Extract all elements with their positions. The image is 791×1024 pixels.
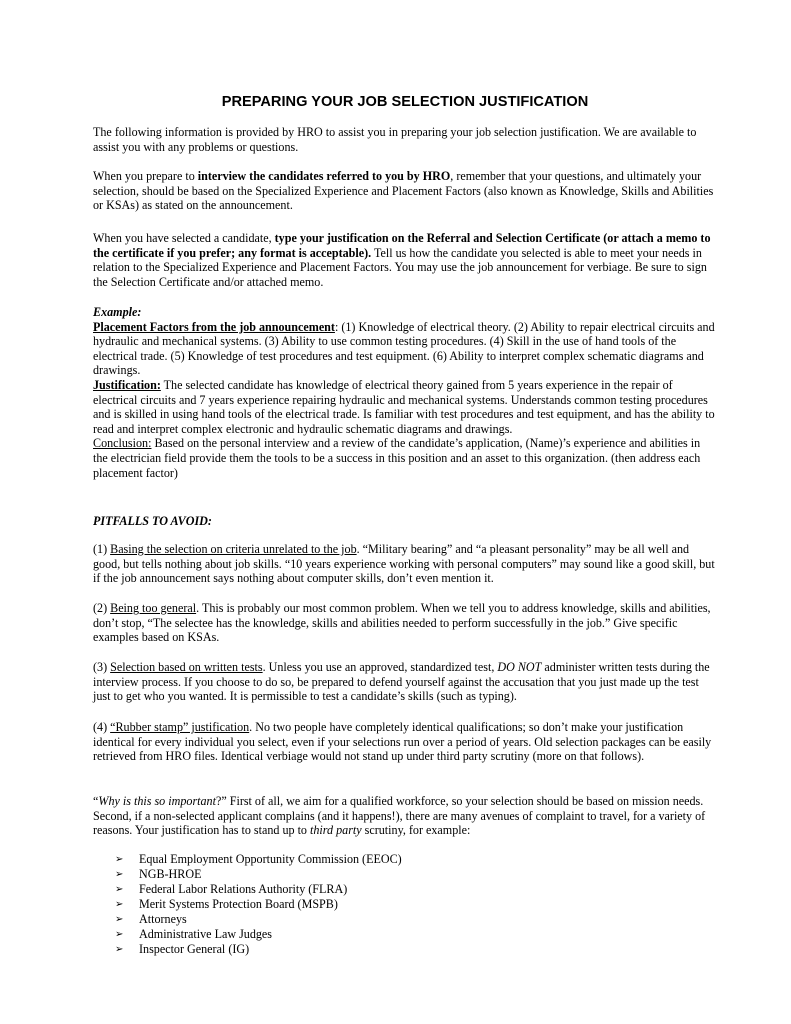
justification-label: Justification: (93, 377, 161, 392)
list-item (115, 912, 615, 927)
arrow-bullet-icon: ➢ (115, 854, 124, 865)
pitfall-4-label: “Rubber stamp” justification (110, 720, 250, 734)
placement-factors-colon: : (334, 319, 339, 334)
why-paragraph (93, 794, 717, 838)
pitfall-4-number: (4) (93, 720, 111, 734)
justification-text: The selected candidate has knowledge of electrical theory gained from 5 years experience in the repair of electrical circuits and 7 years experience repairing hydraulic and mechanical systems. Understands common testing procedures and is skilled in using hand tools of the electrical trade. Is familiar with test procedures and test equipment, and has the ability to read and interpret complex electronic and hydraulic schematic diagrams and drawings. (93, 377, 715, 436)
conclusion-label: Conclusion: (93, 436, 152, 451)
pitfalls-heading-text: PITFALLS TO AVOID: (93, 514, 212, 528)
pitfall-2-text: . This is probably our most common problem. When we tell you to address knowledge, skills and abilities, don’t stop, “The selectee has the knowledge, skills and abilities needed to perform successfully in the job.” Give specific examples based on KSAs. (93, 601, 711, 645)
pitfall-2 (93, 601, 717, 645)
list-item (115, 942, 615, 957)
interview-paragraph (93, 169, 717, 213)
list-item (115, 867, 615, 882)
pitfall-3-number: (3) (93, 660, 111, 674)
selected-paragraph (93, 231, 717, 289)
pitfall-2-label: Being too general (110, 601, 197, 615)
pitfall-4-text: . No two people have completely identical qualifications; so don’t make your justification identical for every individual you select, even if your selections run over a period of years. Old selection packages can be easily retrieved from HRO files. Identical verbiage would not stand up under third party scrutiny (more on that follows). (93, 720, 712, 764)
pitfall-3-text-italic: DO NOT (497, 660, 542, 674)
list-item (115, 882, 615, 897)
arrow-bullet-icon: ➢ (115, 944, 124, 955)
why-text-italic: Why is this so important (98, 794, 216, 808)
page-title: PREPARING YOUR JOB SELECTION JUSTIFICATION (221, 94, 589, 110)
why-open-quote: “ (93, 794, 99, 808)
pitfall-3-label: Selection based on written tests (110, 660, 263, 674)
arrow-bullet-icon: ➢ (115, 914, 124, 925)
arrow-bullet-icon: ➢ (115, 929, 124, 940)
conclusion-text: Based on the personal interview and a review of the candidate’s application, (Name)’s experience and abilities in the electrician field provide them the tools to be a success in this position and an asset to this organization. (then address each placement factor) (93, 436, 701, 480)
pitfall-3 (93, 660, 717, 704)
interview-text-post: , remember that your questions, and ultimately your selection, should be based on the Specialized Experience and Placement Factors (also known as Knowledge, Skills and Abilities or KSAs) as stated on the announcement. (93, 169, 714, 213)
why-text-pre: ?” First of all, we aim for a qualified workforce, so your selection should be based on mission needs. Second, if a non-selected applicant complains (and it happens!), there are many avenues of complaint to travel, for a variety of reasons. Your justification has to stand up to (93, 794, 706, 838)
selected-text-post: Tell us how the candidate you selected is able to meet your needs in relation to the Specialized Experience and Placement Factors. You may use the job announcement for verbiage. Be sure to sign the Selection Certificate and/or attached memo. (93, 245, 707, 289)
list-item-text: Attorneys (139, 912, 187, 926)
placement-factors-label: Placement Factors from the job announcement (93, 319, 335, 334)
selected-text-pre: When you have selected a candidate, (93, 231, 275, 245)
example-heading: Example: (93, 305, 142, 319)
interview-text-bold: interview the candidates referred to you by HRO (197, 169, 451, 183)
arrow-bullet-icon: ➢ (115, 869, 124, 880)
pitfall-1-label: Basing the selection on criteria unrelated to the job (110, 542, 357, 556)
list-item-text: Equal Employment Opportunity Commission (EEOC) (139, 852, 402, 866)
why-text-italic-2: third party (310, 823, 362, 838)
pitfall-1 (93, 542, 717, 586)
pitfall-2-number: (2) (93, 601, 111, 615)
list-item-text: NGB-HROE (139, 867, 202, 881)
why-text-post: scrutiny, for example: (361, 823, 471, 838)
selected-text-bold: type your justification on the Referral and Selection Certificate (or attach a memo to the certificate if you prefer; any format is acceptable). (93, 231, 711, 260)
pitfall-1-text: . “Military bearing” and “a pleasant personality” may be all well and good, but tells nothing about job skills. “10 years experience working with personal computers” may sound like a good skill, but if the job announcement says nothing about computer skills, don’t even mention it. (93, 542, 715, 586)
arrow-bullet-icon: ➢ (115, 884, 124, 895)
example-block (93, 305, 717, 480)
pitfall-1-number: (1) (93, 542, 111, 556)
pitfall-3-text-post: administer written tests during the interview process. If you choose to do so, be prepared to defend yourself against the accusation that you just made up the test just to get who you wanted. It is permissible to test a candidate’s skills (such as typing). (93, 660, 710, 704)
pitfalls-heading (93, 514, 717, 529)
interview-text-pre: When you prepare to (93, 169, 198, 183)
list-item-text: Inspector General (IG) (139, 942, 250, 956)
placement-factors-text: (1) Knowledge of electrical theory. (2) Ability to repair electrical circuits and hydraulic and mechanical systems. (3) Ability to use common testing procedures. (4) Skill in the use of hand tools of the electrical trade. (5) Knowledge of test procedures and test equipment. (6) Ability to interpret complex schematic diagrams and drawings. (93, 319, 715, 378)
list-item (115, 897, 615, 912)
complaint-avenues-list (115, 852, 615, 957)
list-item-text: Federal Labor Relations Authority (FLRA) (139, 882, 348, 896)
list-item-text: Administrative Law Judges (139, 927, 273, 941)
intro-paragraph (93, 125, 717, 154)
list-item-text: Merit Systems Protection Board (MSPB) (139, 897, 338, 911)
arrow-bullet-icon: ➢ (115, 899, 124, 910)
pitfall-4 (93, 720, 717, 764)
pitfall-3-text-pre: . Unless you use an approved, standardized test, (262, 660, 498, 674)
list-item (115, 927, 615, 942)
intro-text: The following information is provided by HRO to assist you in preparing your job selection justification. We are available to assist you with any problems or questions. (93, 125, 697, 154)
list-item (115, 852, 615, 867)
